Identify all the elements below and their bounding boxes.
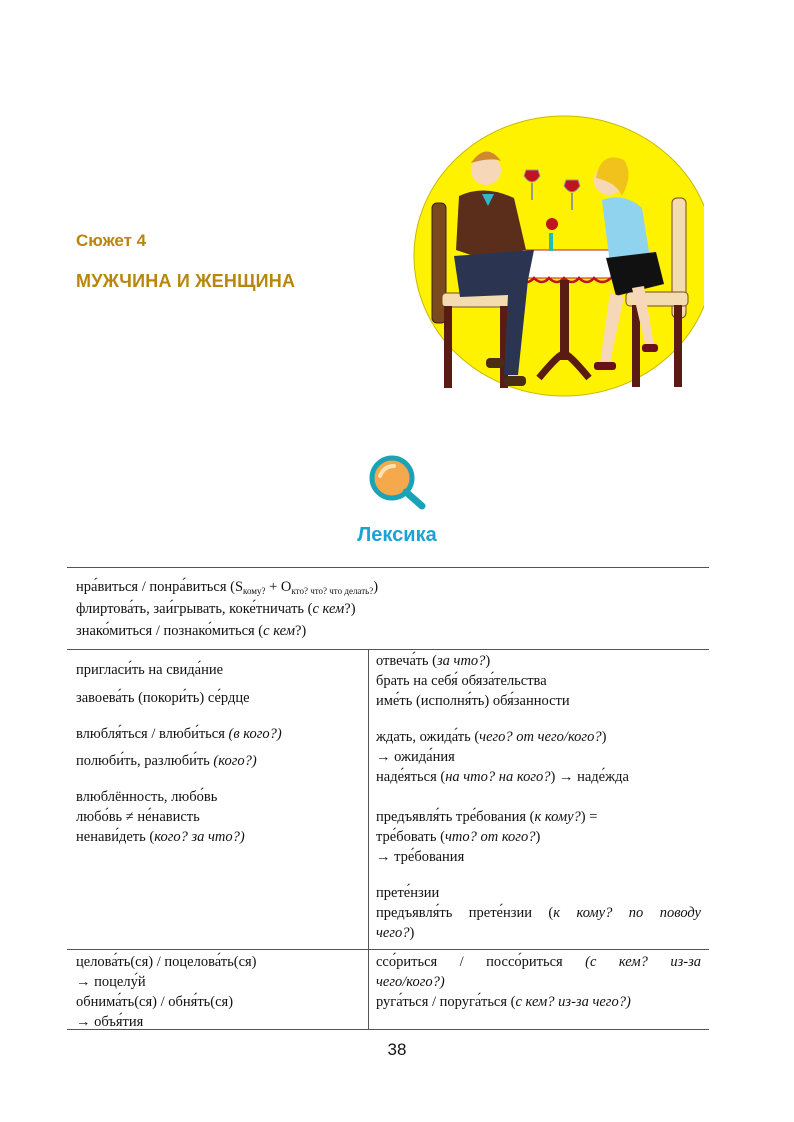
table-top-border (67, 567, 709, 568)
table-divider (67, 649, 709, 650)
vocab-line: → тре́бования (376, 849, 465, 865)
vocab-line: обнима́ть(ся) / обня́ть(ся) (76, 994, 234, 1010)
vocab-line: предъявля́ть тре́бования (к кому?) = (376, 809, 598, 825)
vocab-line: нра́виться / понра́виться $(S_{кому?} + O_{кто? что? что делать?})$ (76, 579, 379, 596)
vocab-line: пригласи́ть на свида́ние (76, 662, 224, 678)
table-divider (67, 949, 709, 950)
vocab-line: завоева́ть (покори́ть) се́рдце (76, 690, 250, 706)
lesson-topic: МУЖЧИНА И ЖЕНЩИНА (76, 271, 296, 291)
column-divider (368, 649, 369, 1029)
vocab-line: влюблённость, любо́вь (76, 789, 218, 805)
vocab-line: → ожида́ния (376, 749, 455, 765)
vocab-line: ненави́деть (кого? за что?) (76, 829, 245, 845)
magnifier-icon (366, 454, 428, 510)
vocab-line: влюбля́ться / влюби́ться (в кого?) (76, 726, 282, 742)
vocab-line: предъявля́ть прете́нзии (к кому? по поводу (376, 905, 701, 921)
vocab-line: наде́яться (на что? на кого?) → наде́жда (376, 769, 629, 785)
couple-at-cafe-illustration (404, 108, 704, 398)
vocab-line: прете́нзии (376, 885, 440, 901)
vocab-line: флиртова́ть, заи́грывать, коке́тничать (с кем?) (76, 601, 356, 617)
vocab-line: ждать, ожида́ть (чего? от чего/кого?) (376, 729, 607, 745)
vocab-line: тре́бовать (что? от кого?) (376, 829, 541, 845)
vocab-line: знако́миться / познако́миться (с кем?) (76, 623, 307, 639)
vocab-line: → поцелу́й (76, 974, 146, 990)
vocab-line: любо́вь ≠ не́нависть (76, 809, 200, 825)
vocab-line: чего?) (376, 925, 415, 941)
page-number: 38 (387, 1040, 407, 1059)
lesson-number: Сюжет 4 (76, 231, 147, 250)
vocab-line: име́ть (исполня́ть) обя́занности (376, 693, 570, 709)
vocab-line: целова́ть(ся) / поцелова́ть(ся) (76, 954, 257, 970)
vocab-line: руга́ться / поруга́ться (с кем? из-за чего?) (376, 994, 631, 1010)
vocab-line: → объя́тия (76, 1014, 144, 1030)
vocab-line: брать на себя́ обяза́тельства (376, 673, 547, 689)
table-bottom-border (67, 1029, 709, 1030)
section-title: Лексика (357, 524, 437, 546)
vocab-line: чего/кого?) (376, 974, 445, 990)
vocab-line: отвеча́ть (за что?) (376, 653, 491, 669)
vocab-line: полюби́ть, разлюби́ть (кого?) (76, 753, 257, 769)
vocab-line: ссо́риться / поссо́риться (с кем? из-за (376, 954, 701, 970)
